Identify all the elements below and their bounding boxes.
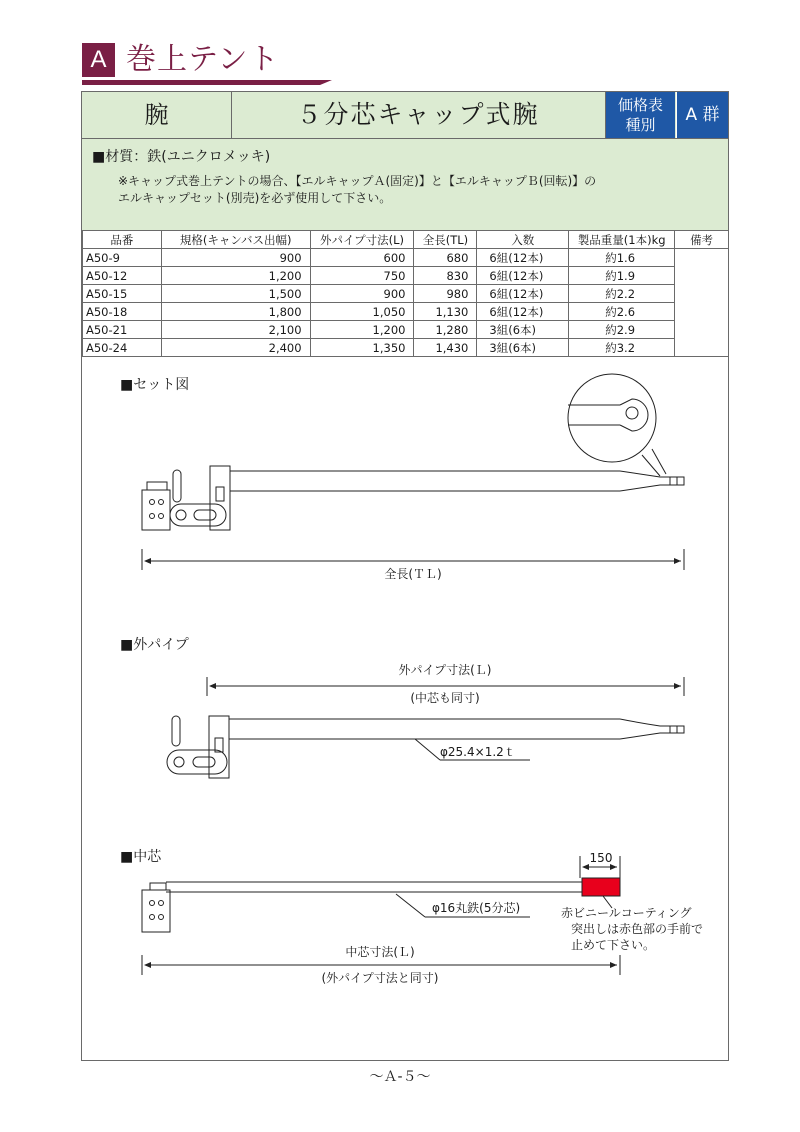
cell-outer-length: 1,200 — [310, 321, 414, 339]
cell-part-no: A50-15 — [83, 285, 162, 303]
cell-total-length: 1,130 — [414, 303, 477, 321]
outer-pipe-heading: ■外パイプ — [120, 637, 189, 653]
cell-spec: 900 — [161, 249, 310, 267]
cell-part-no: A50-12 — [83, 267, 162, 285]
cell-total-length: 1,280 — [414, 321, 477, 339]
material-note-1: ※キャップ式巻上テントの場合、【エルキャップＡ(固定)】と【エルキャップＢ(回転)】の — [118, 174, 597, 188]
cell-outer-length: 1,350 — [310, 339, 414, 357]
col-header: 全長(TL) — [414, 231, 477, 249]
price-type-line1: 価格表 — [617, 96, 663, 114]
col-header: 規格(キャンバス出幅) — [161, 231, 310, 249]
cell-total-length: 1,430 — [414, 339, 477, 357]
col-header: 品番 — [83, 231, 162, 249]
col-header: 外パイプ寸法(L) — [310, 231, 414, 249]
cell-total-length: 980 — [414, 285, 477, 303]
cell-outer-length: 1,050 — [310, 303, 414, 321]
red-coating-band — [582, 878, 620, 896]
section-badge: A — [82, 43, 115, 77]
cell-outer-length: 750 — [310, 267, 414, 285]
outer-pipe-spec: φ25.4×1.2ｔ — [440, 745, 516, 759]
detail-zoom-circle — [568, 374, 666, 476]
cell-quantity: 3組(6本) — [477, 321, 569, 339]
cell-quantity: 6組(12本) — [477, 267, 569, 285]
cell-weight: 約1.9 — [569, 267, 675, 285]
section-title: 巻上テント — [126, 42, 280, 77]
cell-spec: 1,800 — [161, 303, 310, 321]
set-arm-drawing — [142, 466, 684, 570]
outer-pipe-dim-label: 外パイプ寸法(Ｌ) — [398, 663, 492, 677]
col-header: 備考 — [675, 231, 729, 249]
core-spec: φ16丸鉄(5分芯) — [432, 901, 521, 915]
cell-outer-length: 900 — [310, 285, 414, 303]
page-number: ～Ａ-５～ — [369, 1069, 431, 1085]
col-header: 製品重量(1本)kg — [569, 231, 675, 249]
cell-part-no: A50-24 — [83, 339, 162, 357]
coating-note-3: 止めて下さい。 — [571, 938, 656, 952]
core-dim-label: 中芯寸法(Ｌ) — [345, 945, 415, 959]
col-header: 入数 — [477, 231, 569, 249]
red-length-label: 150 — [589, 851, 613, 865]
group-cell: A 群 — [676, 92, 728, 138]
cell-weight: 約2.9 — [569, 321, 675, 339]
total-length-label: 全長(ＴＬ) — [384, 567, 442, 581]
outer-pipe-dim-note: (中芯も同寸) — [410, 691, 480, 705]
cell-quantity: 6組(12本) — [477, 285, 569, 303]
material-note-2: エルキャップセット(別売)を必ず使用して下さい。 — [118, 191, 392, 205]
cell-spec: 1,500 — [161, 285, 310, 303]
cell-total-length: 680 — [414, 249, 477, 267]
cell-part-no: A50-18 — [83, 303, 162, 321]
cell-part-no: A50-21 — [83, 321, 162, 339]
category-cell: 腕 — [82, 92, 232, 138]
core-heading: ■中芯 — [120, 849, 162, 865]
cell-spec: 2,400 — [161, 339, 310, 357]
cell-quantity: 3組(6本) — [477, 339, 569, 357]
cell-weight: 約3.2 — [569, 339, 675, 357]
product-name: ５分芯キャップ式腕 — [296, 100, 540, 129]
core-dim-note: (外パイプ寸法と同寸) — [321, 971, 439, 985]
price-type-line2: 種別 — [625, 116, 656, 134]
coating-note-1: 赤ビニールコーティング — [561, 906, 692, 920]
cell-weight: 約2.2 — [569, 285, 675, 303]
set-diagram-heading: ■セット図 — [120, 377, 190, 393]
material-heading: ■材質：鉄(ユニクロメッキ) — [92, 149, 271, 165]
cell-total-length: 830 — [414, 267, 477, 285]
cell-weight: 約1.6 — [569, 249, 675, 267]
cell-spec: 1,200 — [161, 267, 310, 285]
cell-spec: 2,100 — [161, 321, 310, 339]
coating-note-2: 突出しは赤色部の手前で — [571, 922, 704, 936]
cell-weight: 約2.6 — [569, 303, 675, 321]
cell-quantity: 6組(12本) — [477, 249, 569, 267]
cell-outer-length: 600 — [310, 249, 414, 267]
cell-quantity: 6組(12本) — [477, 303, 569, 321]
cell-part-no: A50-9 — [83, 249, 162, 267]
